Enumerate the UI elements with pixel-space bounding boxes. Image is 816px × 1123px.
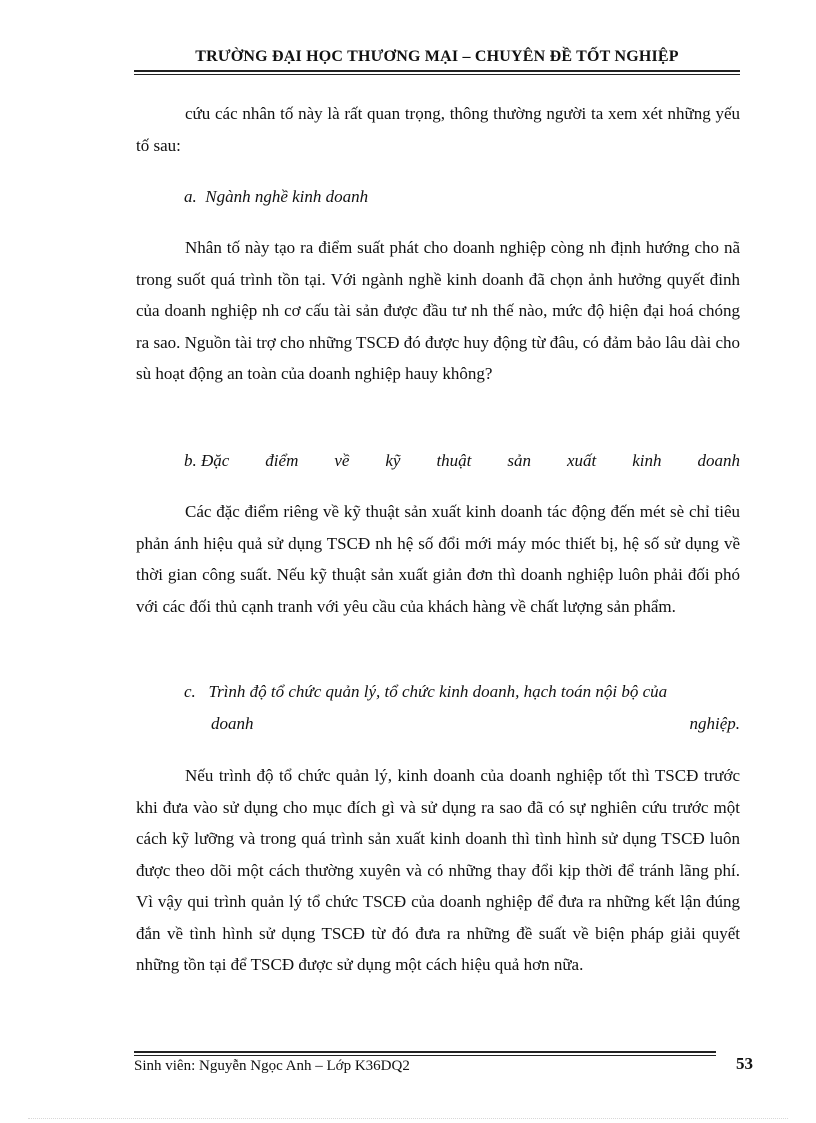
running-header: TRƯỜNG ĐẠI HỌC THƯƠNG MẠI – CHUYÊN ĐỀ TỐT NGHIỆP	[195, 48, 679, 65]
section-c-heading-line1	[184, 676, 667, 708]
section-c-label: c.	[184, 682, 196, 701]
section-b-word: xuất	[566, 451, 597, 470]
section-c-heading-line2	[211, 708, 740, 740]
header-rule-thick	[134, 70, 740, 72]
section-b-word: sản	[507, 451, 531, 470]
section-b-word: kỹ	[385, 451, 401, 470]
footer-rule-thick	[134, 1051, 716, 1053]
section-b-word: kinh	[632, 451, 662, 470]
page-edge-dotted-line	[28, 1118, 788, 1119]
section-b-word: doanh	[697, 451, 740, 470]
page-number: 53	[736, 1054, 753, 1073]
section-c-title-right: nghiệp.	[689, 714, 740, 733]
section-c-title: Trình độ tổ chức quản lý, tổ chức kinh doanh, hạch toán nội bộ của	[208, 682, 668, 701]
footer-rule-thin	[134, 1055, 716, 1056]
section-b-word: về	[334, 451, 350, 470]
section-b-body: Các đặc điểm riêng về kỹ thuật sản xuất kinh doanh tác động đến mét sè chỉ tiêu phản ánh hiệu quả sử dụng TSCĐ nh hệ số đổi mới máy móc thiết bị, hệ số sử dụng về thời gian công suất. Nếu kỹ thuật sản xuất giản đơn thì doanh nghiệp luôn phải đối phó với các đối thủ cạnh tranh với yêu cầu của khách hàng về chất lượng sản phẩm.	[136, 502, 740, 616]
section-b-word: thuật	[436, 451, 472, 470]
section-c-body: Nếu trình độ tổ chức quản lý, kinh doanh của doanh nghiệp tốt thì TSCĐ trước khi đưa vào sử dụng cho mục đích gì và sử dụng ra sao đã có sự nghiên cứu trước một cách kỹ lưỡng và trong quá trình sản xuất kinh doanh thì tình hình sử dụng TSCĐ luôn được theo dõi một cách thường xuyên và có những thay đổi kịp thời để tránh lãng phí. Vì vậy qui trình quản lý tổ chức TSCĐ của doanh nghiệp để đưa ra những kết lận đúng đắn về tình hình sử dụng TSCĐ từ đó đưa ra những đề suất về biện pháp giải quyết những tồn tại để TSCĐ được sử dụng một cách hiệu quả hơn nữa.	[136, 766, 740, 974]
section-b-heading	[184, 445, 740, 477]
section-a-heading	[184, 181, 368, 213]
section-b-label-word: b. Đặc	[184, 451, 230, 470]
section-a-body: Nhân tố này tạo ra điểm suất phát cho doanh nghiệp còng nh định hướng cho nã trong suốt quá trình tồn tại. Với ngành nghề kinh doanh đã chọn ảnh hưởng quyết đinh của doanh nghiệp nh cơ cấu tài sản được đầu tư nh thế nào, mức độ hiện đại hoá chóng ra sao. Nguồn tài trợ cho những TSCĐ đó được huy động từ đâu, có đảm bảo lâu dài cho sù hoạt động an toàn của doanh nghiệp hauy không?	[136, 238, 740, 383]
section-c-title-left: doanh	[211, 714, 254, 733]
section-a-label: a.	[184, 187, 197, 206]
intro-paragraph: cứu các nhân tố này là rất quan trọng, thông thường người ta xem xét những yếu tố sau:	[136, 104, 740, 155]
header-rule-thin	[134, 74, 740, 75]
section-a-title: Ngành nghề kinh doanh	[205, 187, 369, 206]
section-b-word: điểm	[265, 451, 299, 470]
footer-student: Sinh viên: Nguyễn Ngọc Anh – Lớp K36DQ2	[134, 1058, 410, 1074]
